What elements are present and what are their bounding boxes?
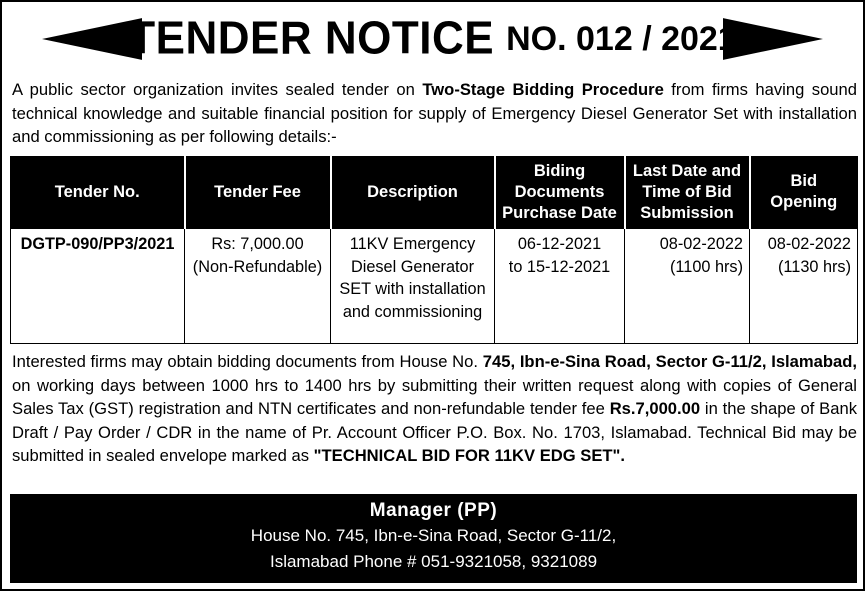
page-title xyxy=(2,8,863,70)
cell-purchase-date: 06-12-2021 to 15-12-2021 xyxy=(495,229,625,344)
title-main: TENDER NOTICE xyxy=(128,12,495,65)
body-bold-address: 745, Ibn-e-Sina Road, Sector G-11/2, Islamabad, xyxy=(482,352,857,371)
intro-text-1: A public sector organization invites sealed tender on xyxy=(12,80,423,99)
footer-manager: Manager (PP) xyxy=(369,500,498,521)
tender-number: NO. 012 / 2021 xyxy=(506,19,737,58)
header-tender-no: Tender No. xyxy=(11,156,185,229)
cell-bid-opening: 08-02-2022 (1130 hrs) xyxy=(750,229,858,344)
header-banner xyxy=(2,8,863,70)
body-text-2: on working days between 1000 hrs to 1400 hrs by submitting their written request along with copies of General Sales Tax (GST) registration and NTN certificates and non-refundable tender fee xyxy=(12,375,857,418)
instructions-paragraph xyxy=(12,350,857,468)
body-bold-fee: Rs.7,000.00 xyxy=(609,399,701,418)
header-tender-fee: Tender Fee xyxy=(185,156,331,229)
body-text-1: Interested firms may obtain bidding documents from House No. xyxy=(12,352,483,371)
intro-text-2: from firms having sound technical knowledge and suitable financial position for supply of Emergency Diesel Generator Set with installation and commissioning as per following details:- xyxy=(12,80,857,146)
footer-address-line2: Islamabad Phone # 051-9321058, 9321089 xyxy=(269,552,598,571)
header-bid-opening: Bid Opening xyxy=(750,156,858,229)
body-text-3: in the shape of Bank Draft / Pay Order / CDR in the name of Pr. Account Officer P.O. Box. No. 1703, Islamabad. Technical Bid may be submitted in sealed envelope marked as xyxy=(12,399,857,465)
intro-bold: Two-Stage Bidding Procedure xyxy=(422,80,664,99)
intro-paragraph xyxy=(12,78,857,149)
header-submission: Last Date and Time of Bid Submission xyxy=(625,156,750,229)
body-bold-marking: "TECHNICAL BID FOR 11KV EDG SET". xyxy=(313,446,626,465)
table-row xyxy=(11,229,858,344)
cell-description: 11KV Emergency Diesel Generator SET with installation and commissioning xyxy=(331,229,495,344)
cell-tender-no: DGTP-090/PP3/2021 xyxy=(11,229,185,344)
header-purchase-date: Biding Documents Purchase Date xyxy=(495,156,625,229)
footer-contact xyxy=(10,494,857,583)
details-table xyxy=(10,156,858,344)
cell-submission: 08-02-2022 (1100 hrs) xyxy=(625,229,750,344)
table-header-row xyxy=(11,156,858,229)
footer-address-line1: House No. 745, Ibn-e-Sina Road, Sector G-11/2, xyxy=(250,526,617,545)
cell-tender-fee: Rs: 7,000.00 (Non-Refundable) xyxy=(185,229,331,344)
header-description: Description xyxy=(331,156,495,229)
